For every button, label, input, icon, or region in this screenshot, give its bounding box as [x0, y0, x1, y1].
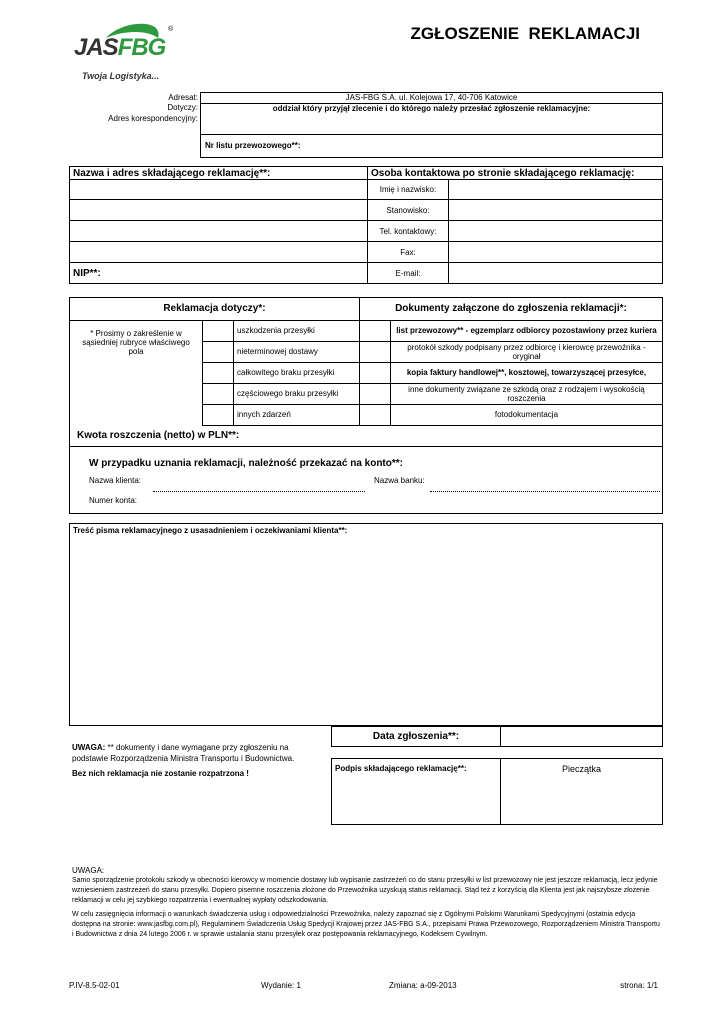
account-number-label: Numer konta:: [89, 496, 138, 505]
client-name-field[interactable]: [153, 481, 365, 492]
footer-note-p2: W celu zasięgnięcia informacji o warunkach świadczenia usług i odpowiedzialności Przewoźnika, należy zapoznać się z Ogólnymi Polskimi Warunkami Spedycyjnymi (ostatnia edycja dostępna na stronie: www.jasfbg.com.pl), Regulaminem Świadczenia Usług Spedycji Krajowej przez JAS-FBG S.A., przepisami Prawa Przewozowego, Rozporządzeniem Ministra Transportu i Budownictwa z dnia 24 lutego 2006 r. w sprawie ustalania stanu przesyłek oraz postępowania reklamacyjnego, Kodeksem Cywilnym.: [72, 911, 660, 938]
account-header: W przypadku uznania reklamacji, należność przekazać na konto**:: [89, 458, 403, 469]
footer-code: P.IV-8.5-02-01: [69, 981, 120, 990]
nr-listu-label: Nr listu przewozowego**:: [205, 141, 301, 150]
uwaga-note-title: UWAGA:: [72, 743, 106, 752]
company-logo: [72, 22, 182, 84]
footer-page: strona: 1/1: [620, 981, 658, 990]
document-5: fotodokumentacja: [390, 404, 662, 425]
client-name-label: Nazwa klienta:: [89, 476, 142, 485]
applicant-table: [69, 166, 663, 284]
adresat-value: JAS-FBG S.A. ul. Kolejowa 17, 40-706 Katowice: [201, 93, 662, 104]
contact-name-field[interactable]: [449, 180, 663, 200]
complaint-type-1: uszkodzenia przesyłki: [234, 320, 360, 341]
document-1: list przewozowy** - egzemplarz odbiorcy pozostawiony przez kuriera: [390, 320, 662, 341]
footer-note-title: UWAGA:: [72, 866, 105, 875]
complaint-type-checkbox-1[interactable]: [203, 320, 234, 341]
document-checkbox-1[interactable]: [359, 320, 390, 341]
stamp-label: Pieczątka: [561, 764, 602, 774]
applicant-name-header: Nazwa i adres składającego reklamację**:: [70, 167, 368, 180]
document-checkbox-3[interactable]: [359, 362, 390, 383]
complaint-type-4: częściowego braku przesyłki: [234, 383, 360, 404]
contact-label-phone: Tel. kontaktowy:: [368, 221, 449, 242]
complaint-type-checkbox-2[interactable]: [203, 341, 234, 362]
date-label: Data zgłoszenia**:: [332, 727, 501, 746]
complaint-type-2: nieterminowej dostawy: [234, 341, 360, 362]
complaint-table: [70, 298, 662, 426]
letter-box[interactable]: [69, 523, 663, 726]
adres-korespondencyjny-field[interactable]: [201, 114, 662, 135]
complaint-type-header: Reklamacja dotyczy*:: [70, 298, 359, 320]
complaint-type-checkbox-3[interactable]: [203, 362, 234, 383]
documents-header: Dokumenty załączone do zgłoszenia reklamacji*:: [359, 298, 662, 320]
applicant-address-field-3[interactable]: [70, 242, 368, 263]
contact-fax-field[interactable]: [449, 242, 663, 263]
address-box: [200, 92, 663, 158]
signature-box: [331, 758, 663, 825]
applicant-address-field-2[interactable]: [70, 221, 368, 242]
contact-person-header: Osoba kontaktowa po stronie składającego reklamację:: [368, 167, 663, 180]
uwaga-note: [72, 742, 322, 764]
signature-field[interactable]: [332, 759, 501, 824]
signature-label: Podpis składającego reklamację**:: [335, 764, 467, 773]
dotyczy-value: oddział który przyjął zlecenie i do którego należy przesłać zgłoszenie reklamacyjne:: [272, 104, 591, 113]
warning-text: Bez nich reklamacja nie zostanie rozpatrzona !: [72, 769, 249, 778]
document-4: inne dokumenty związane ze szkodą oraz z rodzajem i wysokością roszczenia: [390, 383, 662, 404]
logo-reg-mark: ®: [168, 26, 174, 33]
contact-label-fax: Fax:: [368, 242, 449, 263]
bank-name-field[interactable]: [430, 481, 660, 492]
document-checkbox-4[interactable]: [359, 383, 390, 404]
logo-brand-fbg: FBG: [117, 34, 166, 61]
contact-label-position: Stanowisko:: [368, 200, 449, 221]
uwaga-note-text: ** dokumenty i dane wymagane przy zgłoszeniu na podstawie Rozporządzenia Ministra Transportu i Budownictwa.: [72, 743, 295, 763]
contact-position-field[interactable]: [449, 200, 663, 221]
complaint-type-checkbox-5[interactable]: [203, 404, 234, 425]
complaint-type-3: całkowitego braku przesyłki: [234, 362, 360, 383]
bank-name-label: Nazwa banku:: [374, 476, 425, 485]
complaint-type-checkbox-4[interactable]: [203, 383, 234, 404]
applicant-address-field-1[interactable]: [70, 200, 368, 221]
page-title: ZGŁOSZENIE REKLAMACJI: [410, 24, 640, 43]
footer-edition: Wydanie: 1: [261, 981, 301, 990]
account-number-field[interactable]: [153, 494, 658, 508]
document-2: protokół szkody podpisany przez odbiorcę i kierowcę przewoźnika - oryginał: [390, 341, 662, 362]
adres-korespondencyjny-label: Adres korespondencyjny:: [108, 114, 198, 123]
applicant-name-field[interactable]: [70, 180, 368, 200]
footer-note-p1: Samo sporządzenie protokołu szkody w obecności kierowcy w momencie dostawy lub wypisanie zastrzeżeń co do stanu przesyłki w list przewozowy nie jest jeszcze reklamacją, lecz jedynie wzniesieniem zastrzeżeń do stanu przesyłki. Dopiero pisemne roszczenia złożone do Przewoźnika uzyskują status reklamacji. Stąd też z korzyścią dla Klienta jest jak najszybsze złożenie reklamacji w celu jej szybkiego rozpatrzenia i ewentualnej wypłaty odszkodowania.: [72, 877, 658, 904]
complaint-type-5: innych zdarzeń: [234, 404, 360, 425]
complaint-section: [69, 297, 663, 514]
adresat-label: Adresat:: [168, 93, 198, 102]
contact-label-name: Imię i nazwisko:: [368, 180, 449, 200]
contact-label-email: E-mail:: [368, 263, 449, 284]
logo-slogan: Twoja Logistyka...: [82, 71, 160, 81]
document-checkbox-5[interactable]: [359, 404, 390, 425]
logo-brand-jas: JAS: [74, 34, 118, 61]
document-3: kopia faktury handlowej**, kosztowej, towarzyszącej przesyłce,: [390, 362, 662, 383]
footer-note: [72, 866, 662, 940]
nip-label[interactable]: NIP**:: [70, 263, 368, 284]
complaint-note: * Prosimy o zakreślenie w sąsiedniej rubryce właściwego pola: [70, 320, 203, 425]
nr-listu-field[interactable]: [201, 135, 662, 150]
contact-phone-field[interactable]: [449, 221, 663, 242]
stamp-field[interactable]: [501, 759, 662, 824]
footer-change: Zmiana: a-09-2013: [389, 981, 457, 990]
amount-label[interactable]: Kwota roszczenia (netto) w PLN**:: [77, 430, 240, 441]
contact-email-field[interactable]: [449, 263, 663, 284]
letter-header: Treść pisma reklamacyjnego z usasadnieniem i oczekiwaniami klienta**:: [73, 526, 348, 535]
date-box: [331, 726, 663, 747]
document-checkbox-2[interactable]: [359, 341, 390, 362]
dotyczy-label: Dotyczy:: [167, 103, 198, 112]
date-field[interactable]: [501, 727, 662, 746]
